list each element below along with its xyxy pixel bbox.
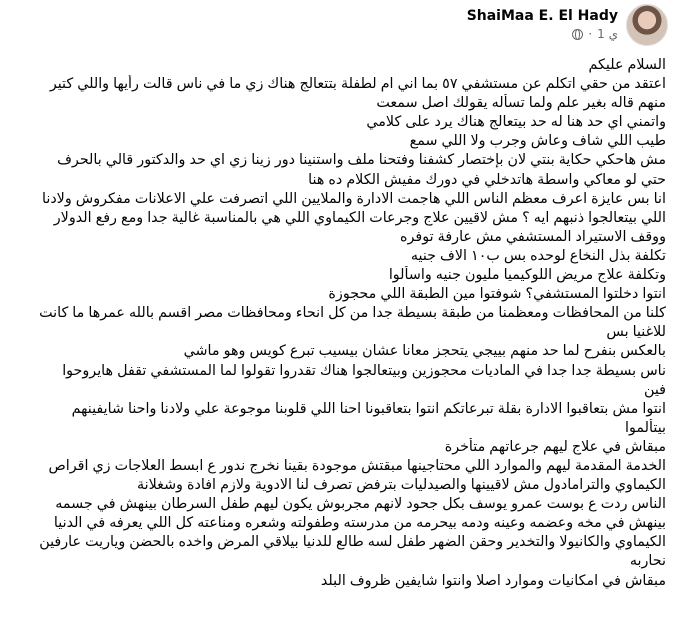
post-text-line: انتوا مش بتعاقبوا الادارة بقلة تبرعاتكم انتوا بتعاقبونا احنا اللي قلوبنا موجوعة علي ولادنا واحنا شايفينهم (71, 400, 666, 417)
post-text-line: انتوا دخلتوا المستشفي؟ شوفتوا مين الطبقة اللي محجوزة (328, 286, 666, 303)
post-timestamp[interactable]: 1 ي (597, 27, 618, 41)
post-text-line: ووقف الاستيراد المستشفي مش عارفة توفره (400, 228, 666, 245)
author-avatar[interactable] (626, 4, 668, 46)
meta-separator: · (588, 27, 593, 41)
post-meta (467, 7, 618, 43)
post-text-line: فين (643, 381, 666, 398)
post-body (10, 56, 666, 591)
post-text-line: ناس بسيطة جدا جدا في الماديات محجوزين وبيتعالجوا هناك تقدروا تقولوا لما المستشفي تقفل هايروحوا (62, 362, 666, 379)
post-text-line: الناس ردت ع بوست عمرو يوسف بكل جحود لانهم مجربوش يكون ليهم طفل السرطان بينهش في جسمه (55, 496, 666, 513)
post-text-line: مش هاحكي حكاية بنتي لان بإختصار كشفنا وفتحنا ملف واستنينا دور زينا زي اي حد والدكتور قالي بالحرف (57, 152, 666, 169)
post-text-line: منهم قاله بغير علم ولما تسأله يقولك اصل سمعت (376, 95, 666, 112)
post-text-line: مبقاش في امكانيات وموارد اصلا وانتوا شايفين ظروف البلد (320, 572, 666, 589)
post-text-line: للاغنيا بس (606, 324, 666, 341)
post-text-line: طيب اللي شاف وعاش وجرب ولا اللي سمع (409, 133, 666, 150)
post-text-line: كلنا من المحافظات ومعظمنا من طبقة بسيطة جدا من كل انحاء ومحافظات مصر اقسم بالله عمرها ما كانت (39, 305, 666, 322)
post-text-line: اعتقد من حقي اتكلم عن مستشفي ٥٧ بما اني ام لطفلة بتتعالج هناك زي ما في ناس قالت رأيها واللي كتير (49, 76, 666, 93)
globe-icon[interactable] (572, 29, 583, 40)
post-text-line: مبقاش في علاج ليهم جرعاتهم متأخرة (444, 438, 666, 455)
post-text-line: بينهش في مخه وعضمه وعينه ودمه بيحرمه من مدرسته وطفولته وشعره ومناعته كل اللي يعرفه في الدنيا (53, 515, 666, 532)
post-subline (467, 25, 618, 43)
post-text-line: الكيماوي والترامادول مش لاقيينها والصيدليات بترفض تصرف لنا الادوية ولازم افادة وشغلانة (137, 477, 666, 494)
post-text-line: وتكلفة علاج مريض اللوكيميا مليون جنيه واسألوا (388, 267, 666, 284)
post-text-line: حتي لو معاكي واسطة هاتدخلي في دورك مفيش الكلام ده هنا (308, 171, 666, 188)
author-name[interactable]: ShaiMaa E. El Hady (466, 8, 618, 24)
post-text-line: انا بس عايزة اعرف معظم الناس اللي هاجمت الادارة والملايين اللي اتصرفت علي الاعلانات مفكروش ولادنا (41, 190, 666, 207)
post-text-line: الكيماوي والكانيولا والتخدير وحقن الضهر طفل لسه طالع للدنيا بيلاقي المرض واخده بالحضن وياريت عارفين (39, 534, 666, 551)
post-text-line: واتمني اي حد هنا له حد بيتعالج هناك يرد على كلامي (366, 114, 666, 131)
post-text-line: بيتألموا (625, 419, 666, 436)
post-text-line: تكلفة بذل النخاع لوحده بس ب١٠ الاف جنيه (410, 247, 666, 264)
post-text-line: نحاربه (629, 553, 666, 570)
post-text-line: السلام عليكم (588, 57, 666, 73)
post-text-line: بالعكس بنفرح لما حد منهم بييجي يتحجز معانا عشان بيسيب تبرع كويس وهو ماشي (183, 343, 666, 360)
post-header (467, 4, 668, 46)
post-text-line: اللي بيتعالجوا ذنبهم ايه ؟ مش لاقيين علاج وجرعات الكيماوي اللي هي بالمناسبة غالية جدا ومع رفع الدولار (53, 209, 666, 226)
post-text-line: الخدمة المقدمة ليهم والموارد اللي محتاجينها مبقتش موجودة بقينا نخرج ندور ع ابسط العلاجات زي اقراص (48, 457, 666, 474)
